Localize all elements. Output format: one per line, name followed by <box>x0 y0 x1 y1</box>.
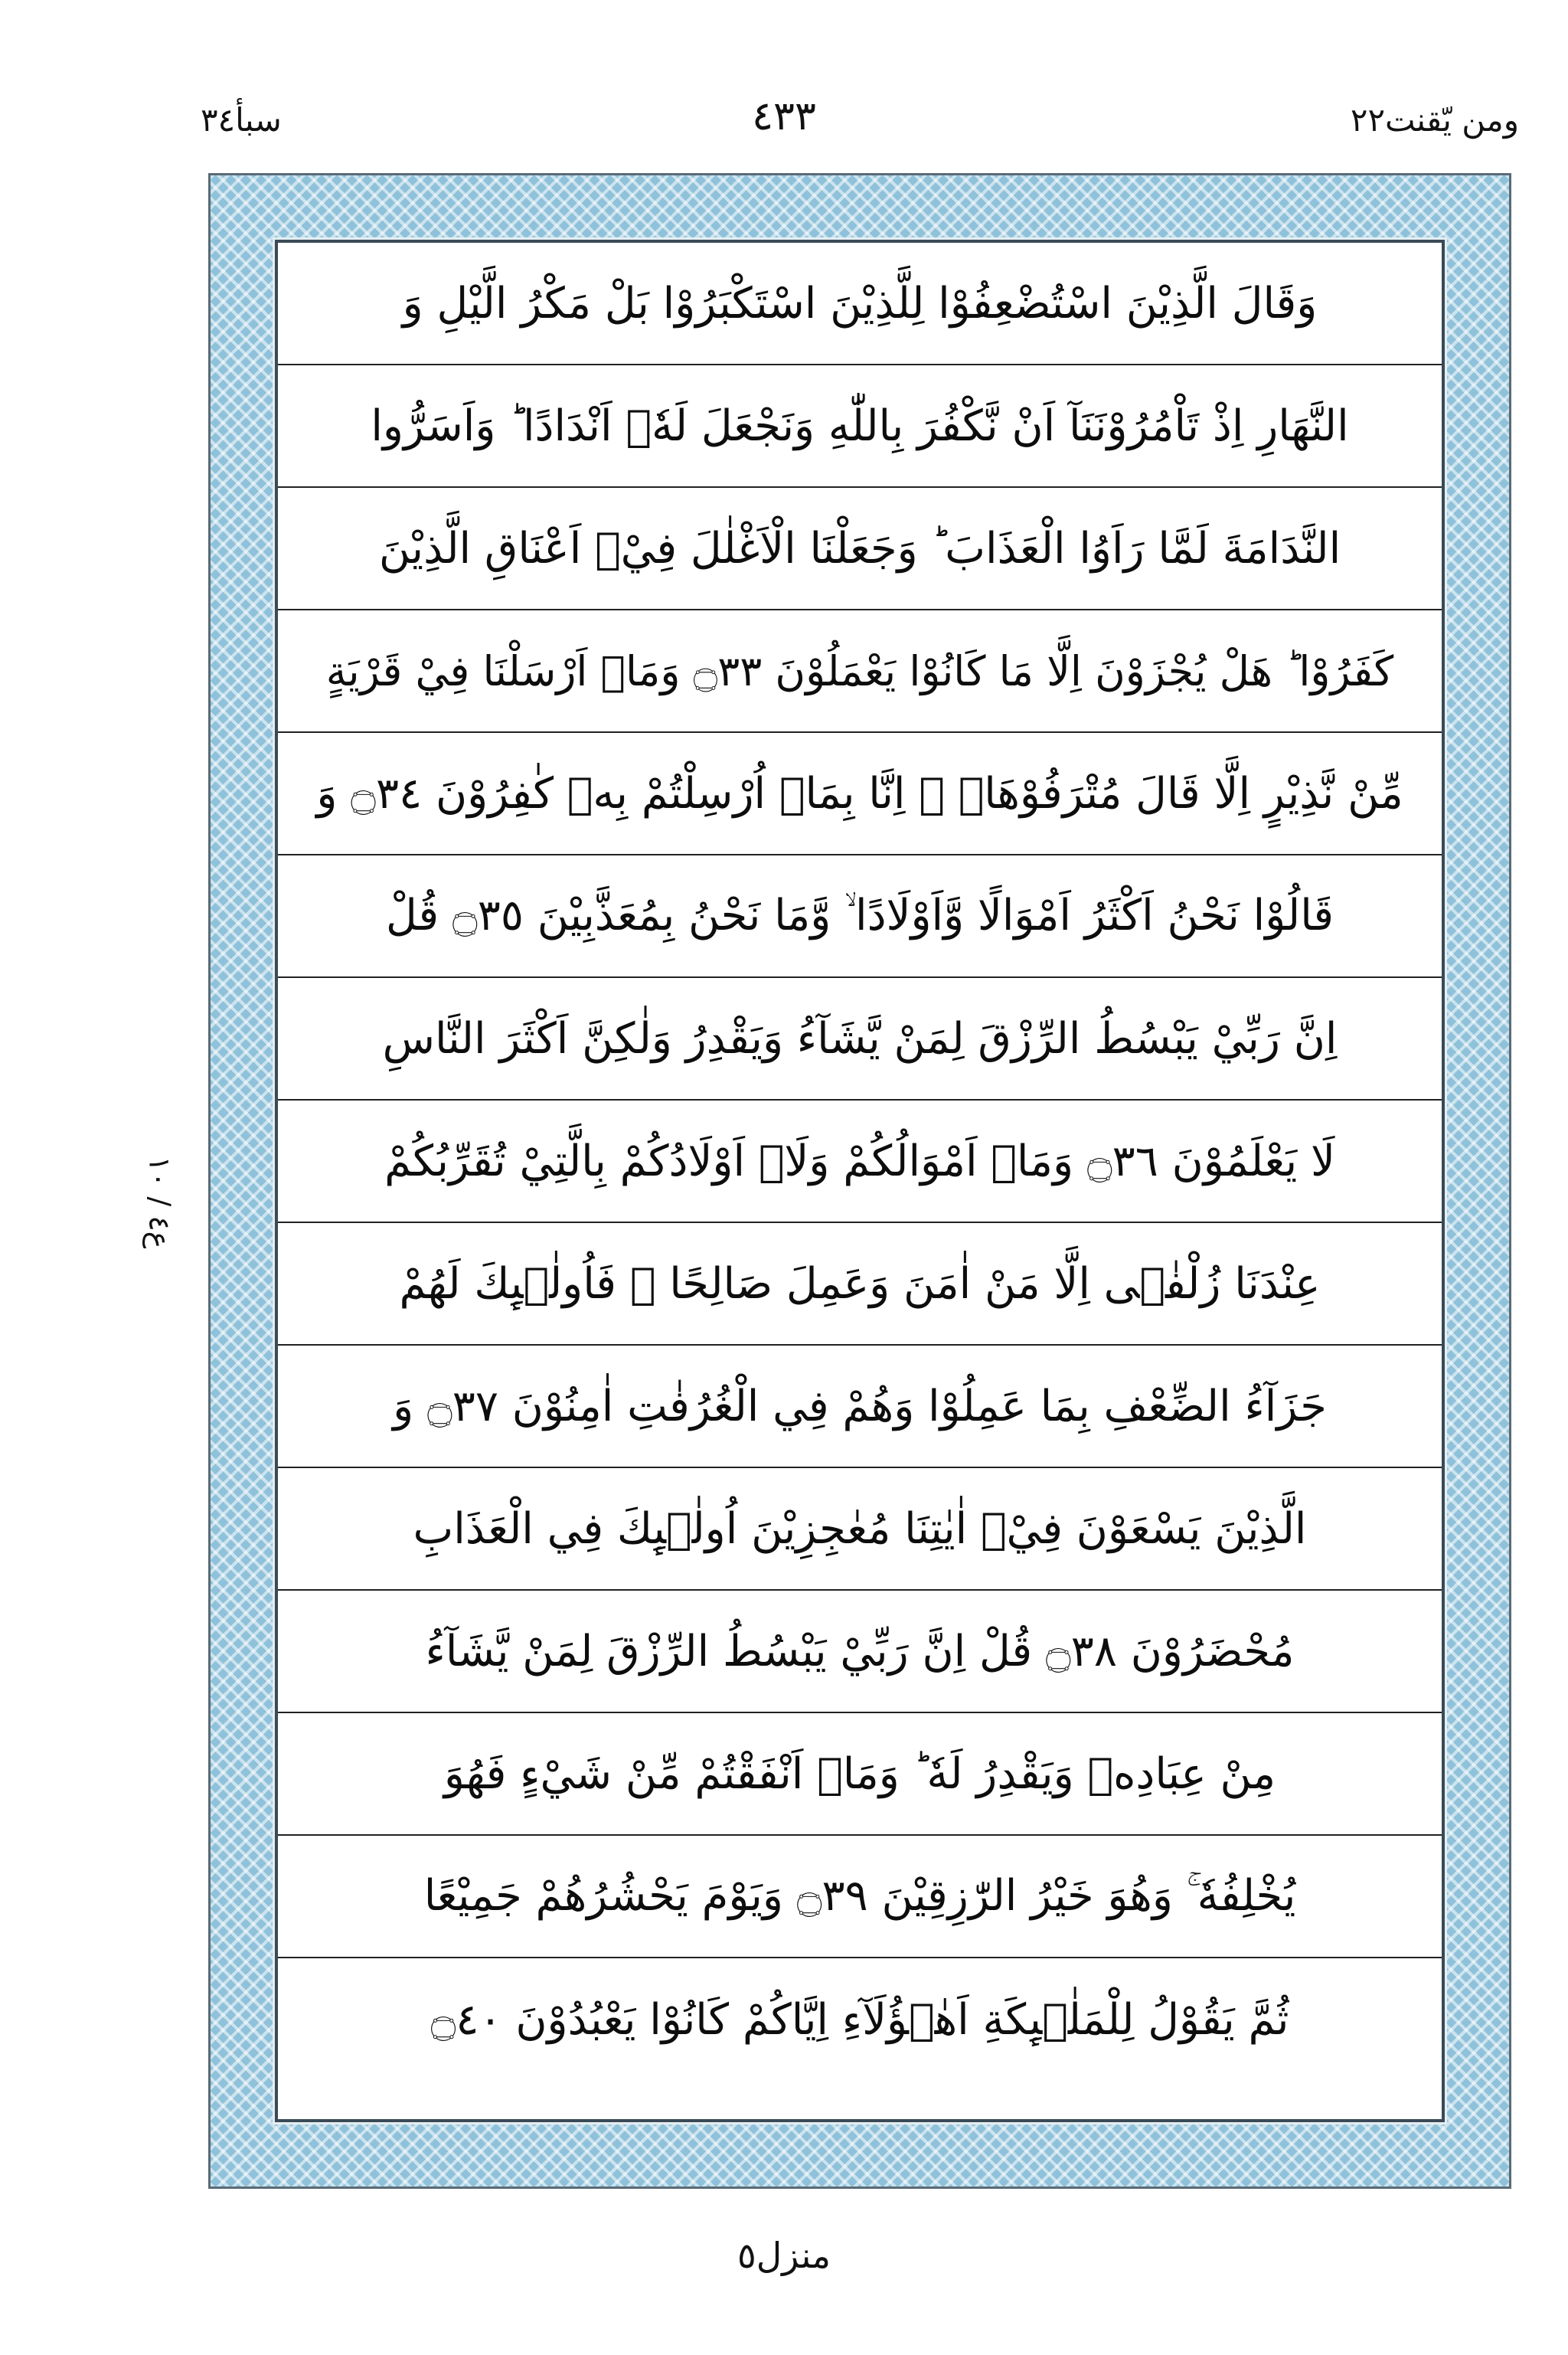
header-juz-name: ومن يّقنت٢٢ <box>1350 101 1519 139</box>
verse-line-9: عِنْدَنَا زُلْفٰۤى اِلَّا مَنْ اٰمَنَ وَعَمِلَ صَالِحًا ۙ فَاُولٰۤىِٕكَ لَهُمْ <box>278 1223 1442 1346</box>
verse-line-14: يُخْلِفُهٗ ۚ وَهُوَ خَيْرُ الرّٰزِقِيْنَ ۝٣٩ وَيَوْمَ يَحْشُرُهُمْ جَمِيْعًا <box>278 1836 1442 1958</box>
verse-line-8: لَا يَعْلَمُوْنَ ۝٣٦ وَمَاۤ اَمْوَالُكُمْ وَلَاۤ اَوْلَادُكُمْ بِالَّتِيْ تُقَرِّبُكُمْ <box>278 1101 1442 1223</box>
ruku-marker-label: ع٤ / ١٠ <box>142 1156 176 1249</box>
verse-line-10: جَزَآءُ الضِّعْفِ بِمَا عَمِلُوْا وَهُمْ فِي الْغُرُفٰتِ اٰمِنُوْنَ ۝٣٧ وَ <box>278 1346 1442 1468</box>
verse-line-7: اِنَّ رَبِّيْ يَبْسُطُ الرِّزْقَ لِمَنْ يَّشَآءُ وَيَقْدِرُ وَلٰكِنَّ اَكْثَرَ النَّاسِ <box>278 978 1442 1101</box>
header-page-number: ٤٣٣ <box>752 93 816 139</box>
verse-line-13: مِنْ عِبَادِهٖ وَيَقْدِرُ لَهٗ ؕ وَمَاۤ اَنْفَقْتُمْ مِّنْ شَيْءٍ فَهُوَ <box>278 1713 1442 1836</box>
text-panel <box>275 240 1445 2122</box>
verse-line-12: مُحْضَرُوْنَ ۝٣٨ قُلْ اِنَّ رَبِّيْ يَبْسُطُ الرِّزْقَ لِمَنْ يَّشَآءُ <box>278 1591 1442 1713</box>
ornamental-page-border <box>208 173 1511 2189</box>
verse-line-5: مِّنْ نَّذِيْرٍ اِلَّا قَالَ مُتْرَفُوْهَاۤ ۙ اِنَّا بِمَاۤ اُرْسِلْتُمْ بِهٖ كٰفِرُوْنَ ۝٣٤ وَ <box>278 733 1442 855</box>
verse-line-3: النَّدَامَةَ لَمَّا رَاَوُا الْعَذَابَ ؕ وَجَعَلْنَا الْاَغْلٰلَ فِيْۤ اَعْنَاقِ الَّذِيْنَ <box>278 488 1442 610</box>
header-surah-name: سبأ٣٤ <box>201 101 282 139</box>
footer-manzil-label: منزل٥ <box>737 2235 831 2276</box>
verse-line-4: كَفَرُوْا ؕ هَلْ يُجْزَوْنَ اِلَّا مَا كَانُوْا يَعْمَلُوْنَ ۝٣٣ وَمَاۤ اَرْسَلْنَا فِيْ قَرْيَةٍ <box>278 610 1442 733</box>
ruku-marker <box>136 1141 182 1264</box>
verse-line-15: ثُمَّ يَقُوْلُ لِلْمَلٰۤىِٕكَةِ اَهٰۤؤُلَآءِ اِيَّاكُمْ كَانُوْا يَعْبُدُوْنَ ۝٤٠ <box>430 1994 1289 2045</box>
verse-line-2: النَّهَارِ اِذْ تَاْمُرُوْنَنَآ اَنْ نَّكْفُرَ بِاللّٰهِ وَنَجْعَلَ لَهٗۤ اَنْدَادًا ؕ وَاَسَرُّوا <box>278 365 1442 488</box>
verse-line-11: الَّذِيْنَ يَسْعَوْنَ فِيْۤ اٰيٰتِنَا مُعٰجِزِيْنَ اُولٰۤىِٕكَ فِي الْعَذَابِ <box>278 1468 1442 1591</box>
verse-line-1: وَقَالَ الَّذِيْنَ اسْتُضْعِفُوْا لِلَّذِيْنَ اسْتَكْبَرُوْا بَلْ مَكْرُ الَّيْلِ وَ <box>278 243 1442 365</box>
verse-line-6: قَالُوْا نَحْنُ اَكْثَرُ اَمْوَالًا وَّاَوْلَادًا ۙ وَّمَا نَحْنُ بِمُعَذَّبِيْنَ ۝٣٥ قُلْ <box>278 855 1442 978</box>
